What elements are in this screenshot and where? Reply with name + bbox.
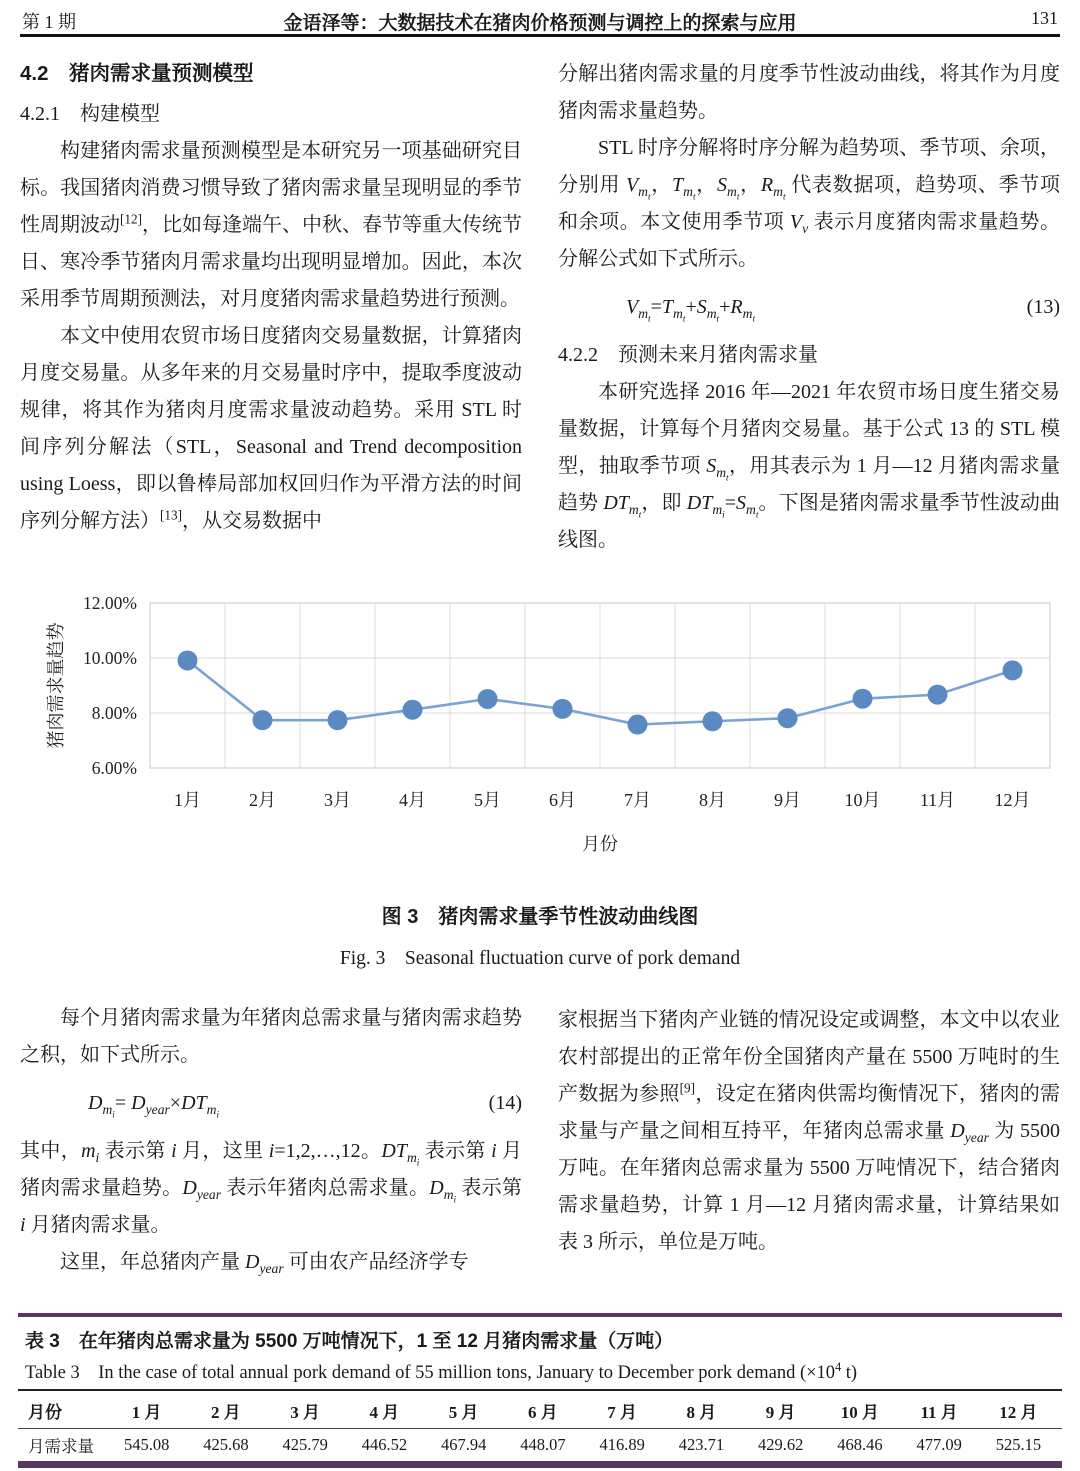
table-header-cell: 11 月: [920, 1402, 958, 1422]
table-header-cell: 2 月: [211, 1402, 241, 1422]
column-lower-right: [558, 1002, 1060, 1261]
x-tick-label: 1月: [174, 790, 201, 810]
seasonal-fluctuation-chart: [40, 578, 1060, 870]
table-cell: 446.52: [361, 1435, 408, 1454]
column-lower-left: [20, 1000, 522, 1281]
equation-13: [558, 289, 1060, 326]
section-heading-4-2: 4.2 猪肉需求量预测模型: [20, 62, 254, 85]
table-cell: 525.15: [995, 1435, 1042, 1454]
x-tick-label: 6月: [549, 790, 576, 810]
data-point-2月: [253, 710, 273, 730]
table-header-cell: 4 月: [369, 1402, 400, 1422]
data-point-12月: [1003, 660, 1023, 680]
paragraph: 构建猪肉需求量预测模型是本研究另一项基础研究目标。我国猪肉消费习惯导致了猪肉需求量呈现明显的季节性周期波动[12]，比如每逢端午、中秋、春节等重大传统节日、寒冷季节猪肉月需求量均出现明显增加。因此，本次采用季节周期预测法，对月度猪肉需求量趋势进行预测。: [20, 140, 523, 310]
data-point-6月: [553, 699, 573, 719]
x-tick-label: 10月: [844, 790, 881, 810]
paragraph: 本研究选择 2016 年—2021 年农贸市场日度生猪交易量数据，计算每个月猪肉交易量。基于公式 13 的 STL 模型，抽取季节项 $S_{m_t}$，用其表示为 1 月—12 月猪肉需求量趋势 $DT_{m_t}$，即 $DT_{m_i}=S_{m_t}$。下图是猪肉需求量季节性波动曲线图。: [558, 381, 1061, 551]
equation-13-expression: $V_{m_t}=T_{m_t}+S_{m_t}+R_{m_t}$: [626, 296, 756, 324]
paragraph: STL 时序分解将时序分解为趋势项、季节项、余项，分别用 $V_{m_t}$，$T_{m_t}$，$S_{m_t}$，$R_{m_t}$ 代表数据项，趋势项、季节项和余项。本文使用季节项 $V_v$ 表示月度猪肉需求量趋势。分解公式如下式所示。: [558, 137, 1061, 270]
line-chart: [40, 578, 1060, 870]
table-caption-en: Table 3 In the case of total annual pork demand of 55 million tons, January to December pork demand (×10$^4$ t): [25, 1359, 858, 1383]
paragraph: 家根据当下猪肉产业链的情况设定或调整，本文中以农业农村部提出的正常年份全国猪肉产量在 5500 万吨时的生产数据为参照[9]，设定在猪肉供需均衡情况下，猪肉的需求量与产量之间相互持平，年猪肉总需求量 $D_{year}$ 为 5500 万吨。在年猪肉总需求量为 5500 万吨情况下，结合猪肉需求量趋势，计算 1 月—12 月猪肉需求量，计算结果如表 3 所示，单位是万吨。: [558, 1009, 1061, 1253]
x-tick-label: 9月: [774, 790, 801, 810]
x-tick-label: 3月: [324, 790, 351, 810]
table-header-cell: 3 月: [290, 1402, 320, 1422]
table-header-cell: 12 月: [999, 1402, 1038, 1422]
x-axis-title: 月份: [582, 834, 618, 854]
x-tick-label: 4月: [399, 790, 426, 810]
column-upper-right: [558, 56, 1060, 559]
table-cell: 467.94: [440, 1435, 487, 1454]
data-point-3月: [328, 710, 348, 730]
data-point-4月: [403, 700, 423, 720]
table-cell: 425.79: [282, 1435, 328, 1454]
table-header-cell: 9 月: [765, 1402, 796, 1422]
data-point-5月: [478, 689, 498, 709]
page-header: [20, 8, 1060, 34]
data-point-11月: [928, 685, 948, 705]
table-data-row: [22, 1429, 1058, 1461]
table-cell: 448.07: [520, 1435, 566, 1454]
table-cell: 423.71: [678, 1435, 725, 1454]
table-header-label: 月份: [28, 1402, 62, 1422]
x-tick-label: 2月: [249, 790, 276, 810]
paragraph: 每个月猪肉需求量为年猪肉总需求量与猪肉需求趋势之积，如下式所示。: [20, 1007, 522, 1066]
data-point-9月: [778, 708, 798, 728]
y-tick-label: 12.00%: [83, 593, 137, 613]
y-tick-label: 10.00%: [83, 648, 137, 668]
table-header-row: [22, 1392, 1058, 1428]
running-title: 金语泽等：大数据技术在猪肉价格预测与调控上的探索与应用: [283, 13, 797, 34]
table-caption-cn: 表 3 在年猪肉总需求量为 5500 万吨情况下，1 至 12 月猪肉需求量（万吨）: [25, 1331, 674, 1352]
y-axis-title: 猪肉需求量趋势: [46, 622, 66, 749]
x-tick-label: 7月: [624, 790, 651, 810]
table-header-top-line: [18, 1389, 1062, 1391]
equation-13-number: (13): [1026, 296, 1060, 318]
table-header-cell: 6 月: [528, 1402, 558, 1422]
data-point-1月: [178, 650, 198, 670]
table-cell: 425.68: [203, 1435, 249, 1454]
paragraph: 其中，$m_i$ 表示第 i 月，这里 i=1,2,…,12。$DT_{m_i}$ 表示第 i 月猪肉需求量趋势。$D_{year}$ 表示年猪肉总需求量。$D_{m_i}$ 表示第 i 月猪肉需求量。: [20, 1140, 523, 1236]
table-cell: 429.62: [757, 1435, 804, 1454]
table-top-rule: [18, 1313, 1062, 1317]
table-header-cell: 7 月: [607, 1402, 637, 1422]
table-bottom-rule: [18, 1461, 1062, 1468]
header-rule: [20, 34, 1060, 37]
table-header-cell: 8 月: [686, 1402, 717, 1422]
table-header-cell: 5 月: [448, 1402, 479, 1422]
table-cell: 477.09: [916, 1435, 962, 1454]
y-tick-label: 8.00%: [91, 703, 137, 723]
journal-issue: 第 1 期: [22, 12, 76, 32]
equation-14: [20, 1085, 522, 1122]
table-cell: 416.89: [599, 1435, 645, 1454]
column-upper-left: [20, 56, 522, 540]
data-point-10月: [853, 689, 873, 709]
y-tick-label: 6.00%: [91, 758, 137, 778]
x-tick-label: 5月: [474, 790, 501, 810]
table-cell: 468.46: [837, 1435, 883, 1454]
table-header-cell: 10 月: [840, 1402, 879, 1422]
table-cell: 545.08: [123, 1435, 170, 1454]
paragraph: 分解出猪肉需求量的月度季节性波动曲线，将其作为月度猪肉需求量趋势。: [558, 63, 1060, 122]
table-row-label: 月需求量: [28, 1437, 94, 1456]
data-point-8月: [703, 711, 723, 731]
x-tick-label: 12月: [994, 790, 1031, 810]
x-tick-label: 8月: [699, 790, 726, 810]
x-tick-label: 11月: [919, 790, 956, 810]
section-heading-4-2-1: 4.2.1 构建模型: [20, 103, 160, 125]
equation-14-number: (14): [488, 1092, 522, 1114]
figure-caption-en: Fig. 3 Seasonal fluctuation curve of pork demand: [339, 948, 741, 969]
paragraph: 这里，年总猪肉产量 $D_{year}$ 可由农产品经济学专: [60, 1251, 469, 1276]
table-header-cell: 1 月: [131, 1402, 162, 1422]
paragraph: 本文中使用农贸市场日度猪肉交易量数据，计算猪肉月度交易量。从多年来的月交易量时序中，提取季度波动规律，将其作为猪肉月度需求量波动趋势。采用 STL 时间序列分解法（STL，Seasonal and Trend decomposition using Loess，即以鲁棒局部加权回归作为平滑方法的时间序列分解方法）[13]，从交易数据中: [20, 325, 522, 532]
page-number: 131: [1031, 8, 1058, 28]
equation-14-expression: $D_{m_i}= D_{year}\times DT_{m_i}$: [88, 1092, 220, 1120]
figure-caption-cn: 图 3 猪肉需求量季节性波动曲线图: [381, 906, 699, 928]
data-point-7月: [628, 715, 648, 735]
section-heading-4-2-2: 4.2.2 预测未来月猪肉需求量: [558, 344, 818, 366]
